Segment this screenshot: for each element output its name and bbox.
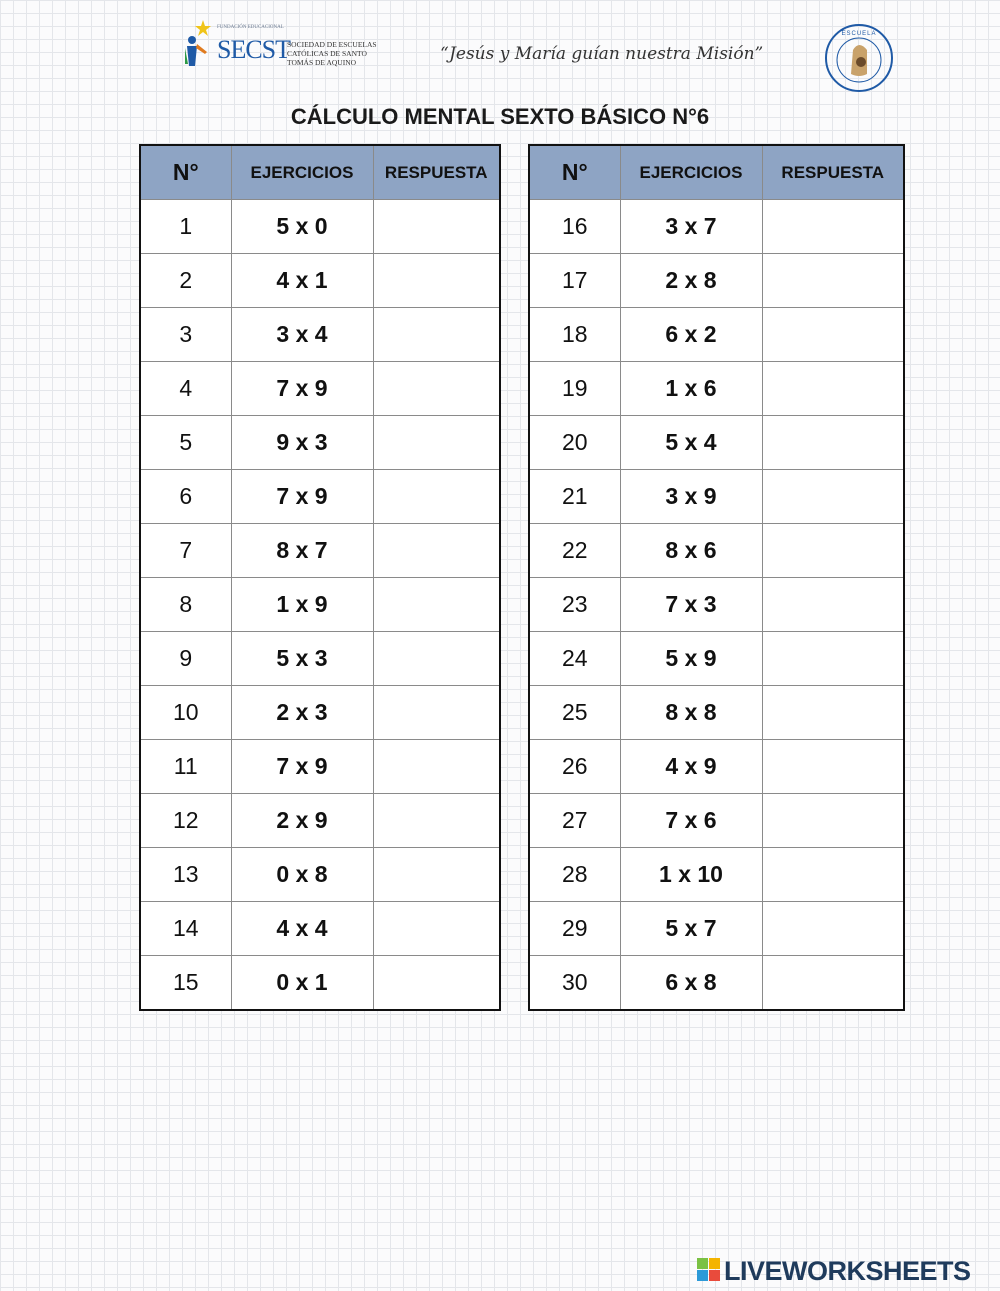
column-header-exercises: EJERCICIOS [231,145,373,200]
table-row [140,416,500,470]
exercise-expression: 8 x 8 [620,686,762,740]
exercise-number: 4 [140,362,231,416]
org-name: SOCIEDAD DE ESCUELAS CATÓLICAS DE SANTO TOMÁS DE AQUINO [287,40,377,67]
table-row [140,470,500,524]
liveworksheets-logo-icon [697,1258,721,1282]
exercise-number: 18 [529,308,620,362]
exercise-expression: 1 x 6 [620,362,762,416]
table-row [529,254,904,308]
answer-field[interactable] [373,254,500,308]
table-row [529,362,904,416]
seal-text: ESCUELA [841,31,877,37]
table-row [529,740,904,794]
exercise-expression: 8 x 7 [231,524,373,578]
exercise-number: 12 [140,794,231,848]
org-small-text: FUNDACIÓN EDUCACIONAL [217,25,284,30]
answer-field[interactable] [762,632,904,686]
star-figure-icon [183,18,217,70]
page-header [0,0,1000,100]
exercise-number: 29 [529,902,620,956]
exercise-expression: 2 x 8 [620,254,762,308]
table-row [529,200,904,254]
exercise-expression: 0 x 8 [231,848,373,902]
table-row [529,416,904,470]
exercise-number: 2 [140,254,231,308]
exercise-expression: 3 x 7 [620,200,762,254]
table-row [140,740,500,794]
exercise-expression: 5 x 4 [620,416,762,470]
exercise-expression: 4 x 9 [620,740,762,794]
column-header-answer: RESPUESTA [762,145,904,200]
answer-field[interactable] [373,956,500,1011]
exercise-number: 19 [529,362,620,416]
answer-field[interactable] [762,740,904,794]
answer-field[interactable] [762,686,904,740]
exercise-expression: 5 x 7 [620,902,762,956]
answer-field[interactable] [762,956,904,1011]
answer-field[interactable] [762,902,904,956]
table-row [529,956,904,1011]
table-row [140,362,500,416]
answer-field[interactable] [762,848,904,902]
exercise-expression: 4 x 1 [231,254,373,308]
exercise-expression: 7 x 9 [231,470,373,524]
exercise-expression: 7 x 6 [620,794,762,848]
table-row [529,848,904,902]
answer-field[interactable] [373,200,500,254]
answer-field[interactable] [373,362,500,416]
exercise-number: 30 [529,956,620,1011]
table-row [529,308,904,362]
exercise-number: 15 [140,956,231,1011]
table-row [140,200,500,254]
school-seal [823,22,895,94]
exercise-expression: 0 x 1 [231,956,373,1011]
exercise-expression: 8 x 6 [620,524,762,578]
answer-field[interactable] [373,578,500,632]
table-row [140,794,500,848]
column-header-number: N° [529,145,620,200]
table-row [529,632,904,686]
table-row [140,308,500,362]
exercise-table-left [139,144,501,1011]
exercise-expression: 3 x 9 [620,470,762,524]
exercise-number: 6 [140,470,231,524]
table-row [140,686,500,740]
exercise-expression: 2 x 3 [231,686,373,740]
motto: “Jesús y María guían nuestra Misión” [440,44,764,64]
table-row [529,470,904,524]
exercise-expression: 7 x 9 [231,362,373,416]
column-header-number: N° [140,145,231,200]
table-header-row [529,145,904,200]
answer-field[interactable] [762,362,904,416]
exercise-expression: 6 x 2 [620,308,762,362]
exercise-expression: 3 x 4 [231,308,373,362]
answer-field[interactable] [373,308,500,362]
org-acronym: SECST [217,35,291,64]
answer-field[interactable] [762,470,904,524]
liveworksheets-logo [697,1256,997,1286]
exercise-expression: 7 x 9 [231,740,373,794]
exercise-number: 23 [529,578,620,632]
table-row [140,632,500,686]
exercise-expression: 1 x 9 [231,578,373,632]
answer-field[interactable] [373,416,500,470]
answer-field[interactable] [762,200,904,254]
answer-field[interactable] [373,848,500,902]
exercise-expression: 6 x 8 [620,956,762,1011]
exercise-number: 27 [529,794,620,848]
table-row [140,956,500,1011]
answer-field[interactable] [762,308,904,362]
answer-field[interactable] [373,794,500,848]
table-row [529,524,904,578]
table-row [140,254,500,308]
table-row [529,686,904,740]
answer-field[interactable] [373,902,500,956]
exercise-expression: 5 x 9 [620,632,762,686]
table-row [140,578,500,632]
table-row [140,902,500,956]
exercise-number: 11 [140,740,231,794]
exercise-number: 28 [529,848,620,902]
exercise-table-right [528,144,905,1011]
exercise-number: 24 [529,632,620,686]
exercise-number: 3 [140,308,231,362]
exercise-number: 16 [529,200,620,254]
exercise-number: 25 [529,686,620,740]
exercise-number: 17 [529,254,620,308]
exercise-number: 1 [140,200,231,254]
answer-field[interactable] [762,254,904,308]
table-row [529,578,904,632]
table-header-row [140,145,500,200]
exercise-expression: 4 x 4 [231,902,373,956]
table-row [140,848,500,902]
exercise-number: 14 [140,902,231,956]
exercise-number: 10 [140,686,231,740]
exercise-number: 22 [529,524,620,578]
exercise-expression: 1 x 10 [620,848,762,902]
column-header-answer: RESPUESTA [373,145,500,200]
exercise-number: 5 [140,416,231,470]
exercise-number: 26 [529,740,620,794]
answer-field[interactable] [373,740,500,794]
answer-field[interactable] [762,794,904,848]
exercise-expression: 2 x 9 [231,794,373,848]
answer-field[interactable] [373,686,500,740]
exercise-expression: 5 x 3 [231,632,373,686]
exercise-number: 21 [529,470,620,524]
liveworksheets-brand: LIVEWORKSHEETS [724,1256,971,1286]
answer-field[interactable] [762,578,904,632]
secst-logo [183,18,383,73]
answer-field[interactable] [373,632,500,686]
exercise-number: 8 [140,578,231,632]
table-row [529,902,904,956]
exercise-number: 13 [140,848,231,902]
answer-field[interactable] [373,524,500,578]
answer-field[interactable] [373,470,500,524]
exercise-number: 20 [529,416,620,470]
table-row [529,794,904,848]
exercise-expression: 5 x 0 [231,200,373,254]
answer-field[interactable] [762,524,904,578]
exercise-number: 7 [140,524,231,578]
exercise-expression: 7 x 3 [620,578,762,632]
worksheet-title: CÁLCULO MENTAL SEXTO BÁSICO N°6 [290,104,710,129]
table-row [140,524,500,578]
exercise-expression: 9 x 3 [231,416,373,470]
exercise-number: 9 [140,632,231,686]
answer-field[interactable] [762,416,904,470]
column-header-exercises: EJERCICIOS [620,145,762,200]
